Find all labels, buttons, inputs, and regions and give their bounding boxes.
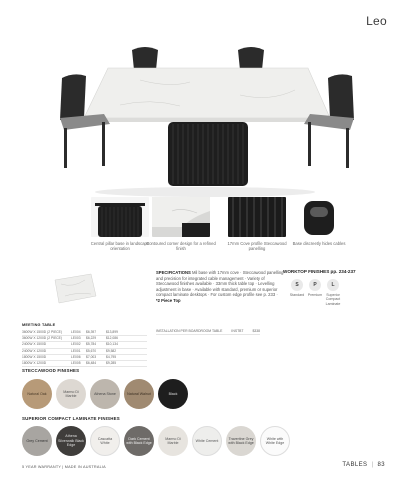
footer-separator: | <box>371 462 374 468</box>
row-size: 3600W X 1200D (2 PIECE) <box>22 336 62 341</box>
meeting-table-heading: MEETING TABLE <box>22 323 56 327</box>
swatch-grey-cement: Grey Cement <box>22 426 52 456</box>
specifications-heading: SPECIFICATIONS <box>156 270 191 275</box>
grade-label-premium: Premium <box>307 293 323 297</box>
worktop-finishes-heading: WORKTOP FINISHES pp. 234-237 <box>283 269 356 274</box>
detail-base-caption: Central pillar base in landscape orientation <box>90 241 150 252</box>
detail-base-thumbnail <box>91 197 149 237</box>
row-price-premium: $6,397 <box>86 330 97 334</box>
specifications-note: *2 Piece Top <box>156 297 181 303</box>
footer-page-ref <box>342 462 385 468</box>
swatch-athena-stone: Athena Stone <box>90 379 120 409</box>
swatch-laminate-marmo: Marmo Di Marble <box>158 426 188 456</box>
grade-badge-standard: S <box>291 279 303 291</box>
detail-cable-caption: Base discreetly hides cables <box>292 241 346 246</box>
row-price-laminate: $10,134 <box>106 342 118 347</box>
row-price-premium: $6,484 <box>86 360 97 365</box>
swatch-cascatta-white: Cascatta White <box>90 426 120 456</box>
tabletop-top-view-image <box>51 272 98 305</box>
installation-label: INSTALLATION PER BOARDROOM TABLE <box>156 329 223 333</box>
installation-price: $338 <box>252 329 260 333</box>
steccawood-heading: STECCAWOOD FINISHES <box>22 368 80 373</box>
swatch-white-cement: White Cement <box>192 426 222 456</box>
row-code: LE004 <box>71 330 81 334</box>
page-number: 83 <box>377 462 385 468</box>
row-code: LE006 <box>71 354 81 359</box>
row-price-laminate: $13,899 <box>106 330 118 334</box>
swatch-black: Black <box>158 379 188 409</box>
grade-badge-laminate: L <box>327 279 339 291</box>
swatch-travertine-grey: Travertine Grey with Black Edge <box>226 426 256 456</box>
installation-row <box>156 329 260 335</box>
table-hero-image <box>40 40 375 200</box>
row-price-premium: $5,784 <box>86 342 97 347</box>
footer-section: TABLES <box>342 462 368 468</box>
page-title: Leo <box>366 14 387 28</box>
table-row <box>22 361 147 367</box>
row-size: 3600W X 1500D (2 PIECE) <box>22 330 62 334</box>
meeting-table-price-list <box>22 330 147 367</box>
row-price-laminate: $4,795 <box>106 354 117 359</box>
swatch-marmo-di-marble: Marmo Di Marble <box>56 379 86 409</box>
row-price-laminate: $9,285 <box>106 360 117 365</box>
row-code: LE001 <box>71 348 81 353</box>
swatch-dark-cement: Dark Cement with Black Edge <box>124 426 154 456</box>
row-code: LE003 <box>71 336 81 341</box>
footer-warranty: 5 YEAR WARRANTY | MADE IN AUSTRALIA <box>22 465 106 469</box>
detail-cove-caption: 17mm Cove profile Steccawood panelling <box>227 241 287 252</box>
row-price-premium: $6,229 <box>86 336 97 341</box>
laminate-heading: SUPERIOR COMPACT LAMINATE FINISHES <box>22 416 120 421</box>
grade-badge-premium: P <box>309 279 321 291</box>
swatch-natural-walnut: Natural Walnut <box>124 379 154 409</box>
row-price-laminate: $12,086 <box>106 336 118 341</box>
row-size: 2400W X 1500D <box>22 342 47 347</box>
row-size: 1800W X 1200D <box>22 360 47 365</box>
row-price-premium: $7,003 <box>86 354 97 359</box>
installation-code: INSTBT <box>231 329 244 333</box>
row-code: LE002 <box>71 342 81 347</box>
specifications-text: Mil base with 17mm cove · Steccawood panelling and precision for integrated cable management · Variety of Steccawood finishes available · 33mm thick table top · Levelling adjustment in base · Available with standard, premium or superior compact laminate desktops · For custom edge profile see p. 233 · <box>156 270 284 298</box>
row-price-laminate: $9,582 <box>106 348 117 353</box>
swatch-natural-oak: Natural Oak <box>22 379 52 409</box>
row-size: 2400W X 1200D <box>22 348 47 353</box>
detail-corner-thumbnail <box>152 197 210 237</box>
detail-corner-caption: Contoured corner design for a refined finish <box>146 241 216 252</box>
swatch-athena-silverwalk: Athena Silverwalk Black Edge <box>56 426 86 456</box>
detail-cable-thumbnail <box>290 197 348 237</box>
swatch-white-white-edge: White with White Edge <box>260 426 290 456</box>
specifications <box>156 270 286 304</box>
row-code: LE005 <box>71 360 81 365</box>
row-size: 1800W X 1500D <box>22 354 47 359</box>
detail-cove-profile-thumbnail <box>228 197 286 237</box>
grade-label-standard: Standard <box>289 293 305 297</box>
grade-label-laminate: Superior Compact Laminate <box>325 293 341 306</box>
row-price-premium: $5,670 <box>86 348 97 353</box>
